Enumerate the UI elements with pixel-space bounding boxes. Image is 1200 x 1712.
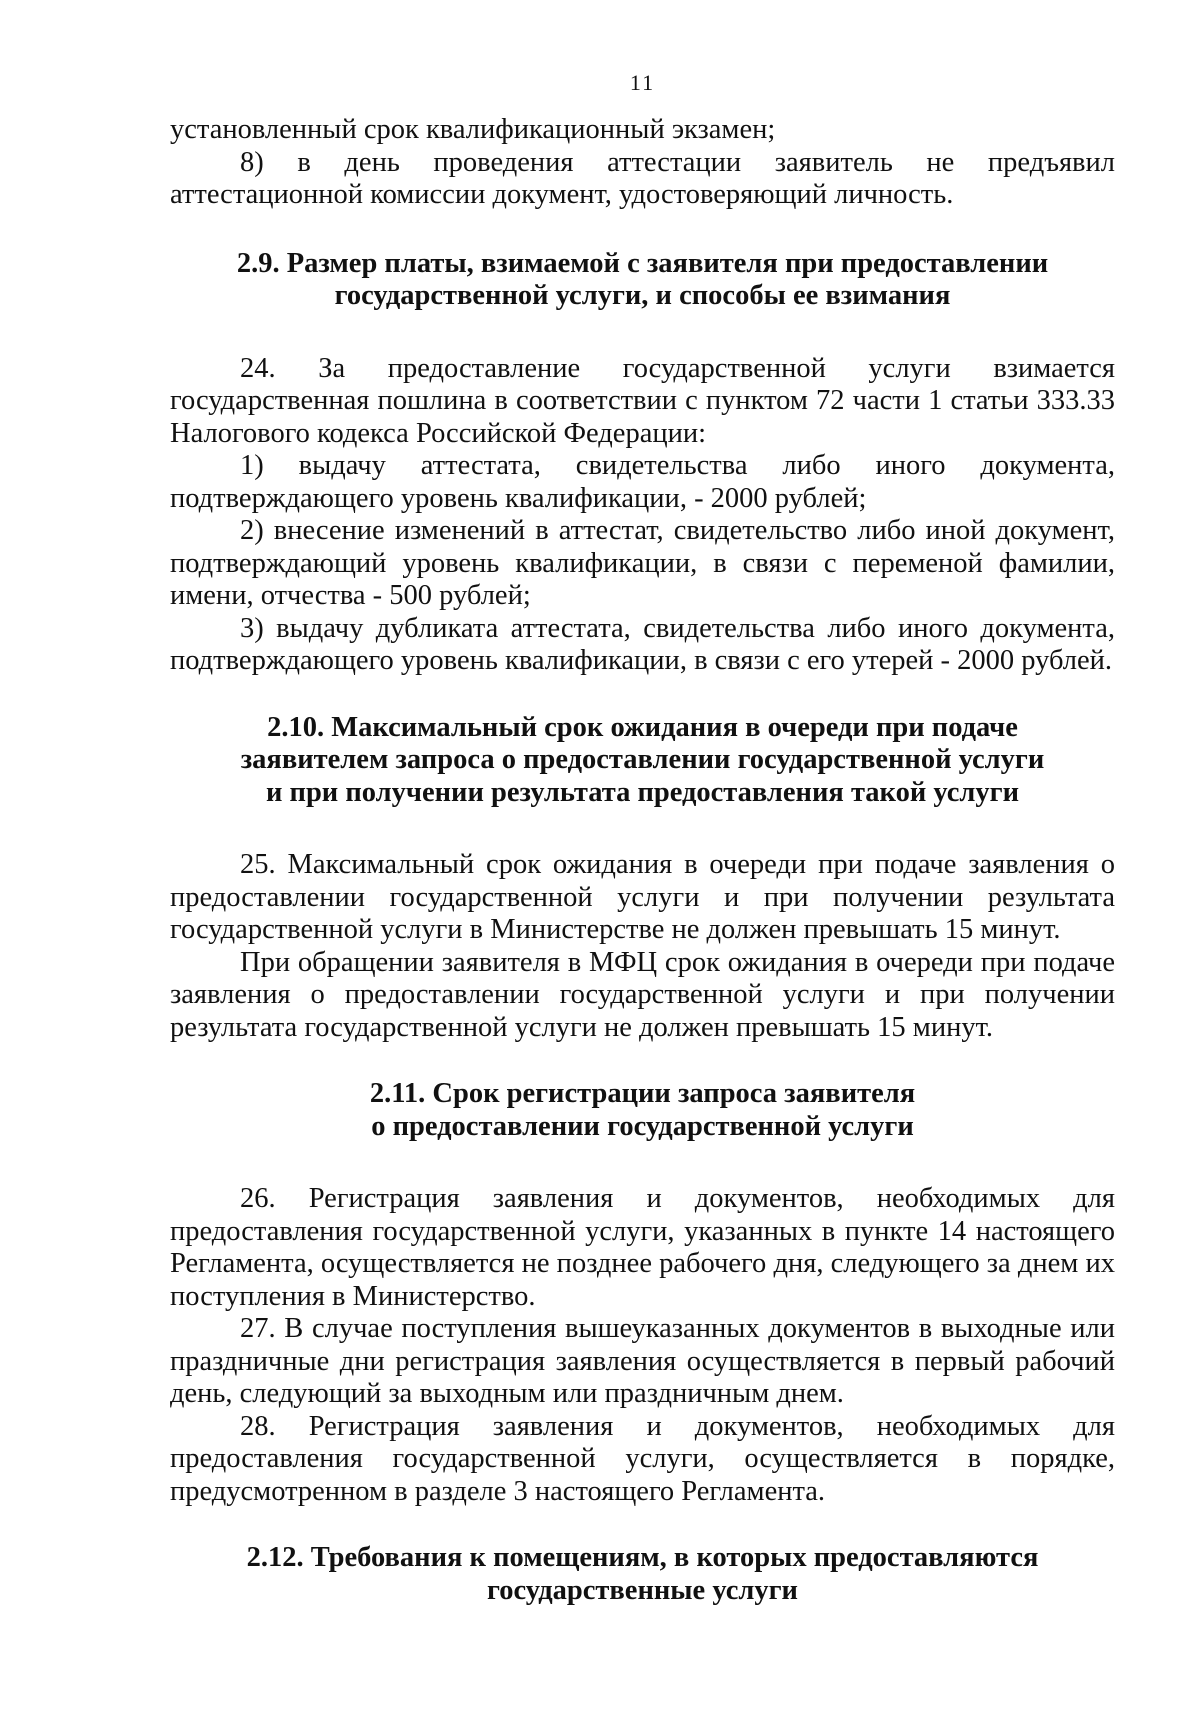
paragraph-24-item-2: 2) внесение изменений в аттестат, свидетельство либо иной документ, подтверждающий уровень квалификации, в связи с переменой фамилии, имени, отчества - 500 рублей;: [170, 515, 1115, 611]
document-page: [170, 70, 1115, 1607]
paragraph-28: 28. Регистрация заявления и документов, необходимых для предоставления государственной услуги, осуществляется в порядке, предусмотренном в разделе 3 настоящего Регламента.: [170, 1410, 1115, 1507]
section-heading-line: 2.12. Требования к помещениям, в которых предоставляются: [246, 1542, 1039, 1573]
paragraph-25-mfc: При обращении заявителя в МФЦ срок ожидания в очереди при подаче заявления о предоставлении государственной услуги и при получении результата государственной услуги не должен превышать 15 минут.: [170, 946, 1115, 1043]
section-heading-2-10: [170, 712, 1115, 810]
section-heading-2-12: [170, 1542, 1115, 1607]
paragraph-24: 24. За предоставление государственной услуги взимается государственная пошлина в соответствии с пунктом 72 части 1 статьи 333.33 Налогового кодекса Российской Федерации:: [170, 352, 1115, 449]
section-heading-line: государственные услуги: [487, 1574, 798, 1606]
page-number: 11: [629, 70, 656, 95]
section-heading-line: о предоставлении государственной услуги: [371, 1110, 914, 1142]
section-heading-2-9: [170, 248, 1115, 313]
paragraph-continuation: установленный срок квалификационный экзамен;: [170, 114, 776, 145]
paragraph-24-item-1: 1) выдачу аттестата, свидетельства либо иного документа, подтверждающего уровень квалификации, - 2000 рублей;: [170, 450, 1115, 514]
section-heading-line: 2.10. Максимальный срок ожидания в очереди при подаче: [267, 711, 1018, 743]
paragraph-24-item-3: 3) выдачу дубликата аттестата, свидетельства либо иного документа, подтверждающего уровень квалификации, в связи с его утерей - 2000 рублей.: [170, 612, 1115, 676]
paragraph-item-8: 8) в день проведения аттестации заявитель не предъявил аттестационной комиссии документ, удостоверяющий личность.: [170, 146, 1115, 210]
section-heading-line: заявителем запроса о предоставлении государственной услуги: [240, 744, 1045, 775]
paragraph-25: 25. Максимальный срок ожидания в очереди при подаче заявления о предоставлении государственной услуги и при получении результата государственной услуги в Министерстве не должен превышать 15 минут.: [170, 849, 1115, 945]
section-heading-line: и при получении результата предоставления такой услуги: [265, 776, 1020, 808]
section-heading-line: 2.11. Срок регистрации запроса заявителя: [369, 1078, 916, 1109]
paragraph-26: 26. Регистрация заявления и документов, необходимых для предоставления государственной услуги, указанных в пункте 14 настоящего Регламента, осуществляется не позднее рабочего дня, следующего за днем их поступления в Министерство.: [170, 1183, 1115, 1312]
section-heading-line: государственной услуги, и способы ее взимания: [334, 280, 951, 311]
section-heading-2-11: [170, 1078, 1115, 1143]
section-heading-line: 2.9. Размер платы, взимаемой с заявителя при предоставлении: [236, 247, 1049, 279]
paragraph-27: 27. В случае поступления вышеуказанных документов в выходные или праздничные дни регистрация заявления осуществляется в первый рабочий день, следующий за выходным или праздничным днем.: [170, 1313, 1115, 1409]
